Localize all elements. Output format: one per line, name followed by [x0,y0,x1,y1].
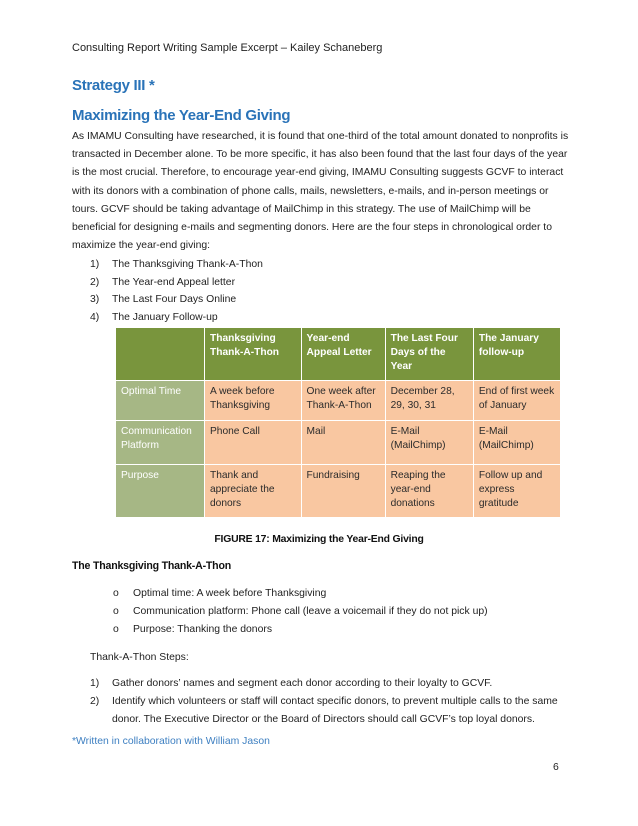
table-cell: One week after Thank-A-Thon [301,380,385,420]
subsection-heading: The Thanksgiving Thank-A-Thon [72,560,231,572]
table-cell: E-Mail (MailChimp) [385,420,473,464]
list-item: 3) The Last Four Days Online [90,294,237,305]
year-end-giving-table [115,327,561,518]
column-header: The January follow-up [473,328,560,381]
table-row [116,420,561,464]
row-label: Purpose [116,465,205,518]
bullet-marker: o [113,588,119,599]
table-header-row [116,328,561,381]
bullet-marker: o [113,606,119,617]
column-header: Year-end Appeal Letter [301,328,385,381]
steps-heading: Thank-A-Thon Steps: [90,652,189,663]
table-corner-cell [116,328,205,381]
table-cell: End of first week of January [473,380,560,420]
steps-list [90,256,263,326]
figure-caption: FIGURE 17: Maximizing the Year-End Giving [214,534,424,545]
table-row [116,380,561,420]
footnote: *Written in collaboration with William Jason [72,736,270,747]
intro-paragraph: As IMAMU Consulting have researched, it is found that one-third of the total amount donated to nonprofits is transacted in December alone. To be more specific, it has also been found that the last four days of the year is the most crucial. Therefore, to encourage year-end giving, IMAMU Consulting suggests GCVF to interact with its donors with a combination of phone calls, mails, newsletters, e-mails, and in-person meetings or tours. GCVF should be taking advantage of MailChimp in this strategy. The use of MailChimp will be beneficial for designing e-mails and segmenting donors. Here are the four steps in chronological order to maximize the year-end giving: [72,131,569,252]
table-row [116,465,561,518]
page-number: 6 [553,762,559,773]
list-item: o Purpose: Thanking the donors [113,621,488,639]
row-label: Communication Platform [116,420,205,464]
column-header: Thanksgiving Thank-A-Thon [205,328,302,381]
table-cell: Thank and appreciate the donors [205,465,302,518]
strategy-heading: Strategy III * [72,77,155,94]
section-heading: Maximizing the Year-End Giving [72,107,291,124]
list-item: 1) The Thanksgiving Thank-A-Thon [90,259,263,270]
table-cell: Mail [301,420,385,464]
bullet-list [113,585,488,639]
column-header: The Last Four Days of the Year [385,328,473,381]
table-cell: Reaping the year-end donations [385,465,473,518]
bullet-marker: o [113,624,119,635]
table-cell: A week before Thanksgiving [205,380,302,420]
list-item: 1) Gather donors’ names and segment each donor according to their loyalty to GCVF. [90,678,493,689]
table-cell: E-Mail (MailChimp) [473,420,560,464]
table-cell: Phone Call [205,420,302,464]
row-label: Optimal Time [116,380,205,420]
list-item: o Optimal time: A week before Thanksgiving [113,585,488,603]
list-item: 4) The January Follow-up [90,311,218,323]
table-cell: December 28, 29, 30, 31 [385,380,473,420]
running-header: Consulting Report Writing Sample Excerpt – Kailey Schaneberg [72,42,383,54]
list-item: o Communication platform: Phone call (leave a voicemail if they do not pick up) [113,603,488,621]
list-item: 2) The Year-end Appeal letter [90,276,236,288]
table-cell: Fundraising [301,465,385,518]
table-cell: Follow up and express gratitude [473,465,560,518]
list-item: 2) Identify which volunteers or staff will contact specific donors, to prevent multiple calls to the same donor. The Executive Director or the Board of Directors should call GCVF’s top loyal donors. [90,696,558,725]
thon-steps-list [90,675,570,729]
